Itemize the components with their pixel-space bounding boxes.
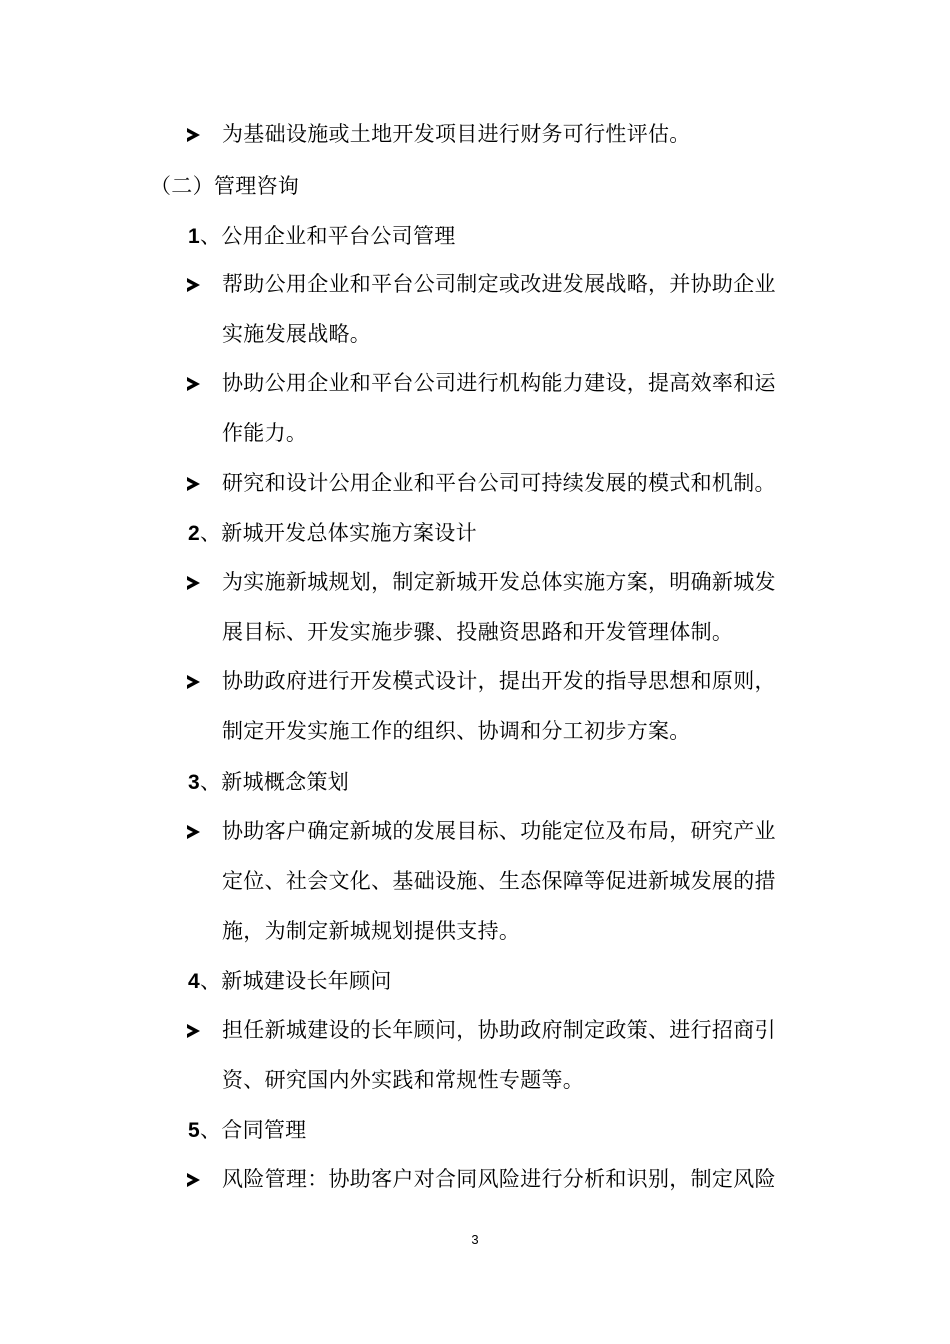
- subheading-5: [188, 1115, 306, 1146]
- bullet-text: 协助公用企业和平台公司进行机构能力建设，提高效率和运: [222, 371, 776, 395]
- subheading-3: [188, 767, 349, 798]
- bullet-text-cont: 展目标、开发实施步骤、投融资思路和开发管理体制。: [222, 620, 734, 644]
- arrow-bullet-icon: [187, 278, 200, 292]
- bullet-text-cont: 制定开发实施工作的组织、协调和分工初步方案。: [222, 719, 691, 743]
- subheading-text: 、新城概念策划: [199, 770, 350, 794]
- page-number: 3: [471, 1232, 479, 1247]
- arrow-bullet-icon: [187, 128, 200, 142]
- bullet-text-cont: 实施发展战略。: [222, 322, 372, 346]
- bullet-text: 风险管理：协助客户对合同风险进行分析和识别，制定风险: [222, 1167, 776, 1191]
- subheading-2: [188, 518, 477, 549]
- subheading-text: 、新城建设长年顾问: [199, 969, 392, 993]
- arrow-bullet-icon: [187, 477, 200, 491]
- arrow-bullet-icon: [187, 825, 200, 839]
- bullet-text: 协助客户确定新城的发展目标、功能定位及布局，研究产业: [222, 819, 776, 843]
- subheading-text: 、公用企业和平台公司管理: [199, 224, 456, 248]
- arrow-bullet-icon: [187, 576, 200, 590]
- subheading-text: 、新城开发总体实施方案设计: [199, 521, 477, 545]
- bullet-text: 协助政府进行开发模式设计，提出开发的指导思想和原则，: [222, 669, 776, 693]
- bullet-text-cont: 资、研究国内外实践和常规性专题等。: [222, 1068, 585, 1092]
- subheading-4: [188, 966, 392, 997]
- section-heading: （二）管理咨询: [150, 174, 300, 198]
- subheading-number: 1: [188, 225, 200, 248]
- subheading-number: 4: [188, 970, 200, 993]
- arrow-bullet-icon: [187, 675, 200, 689]
- arrow-bullet-icon: [187, 377, 200, 391]
- bullet-text: 研究和设计公用企业和平台公司可持续发展的模式和机制。: [222, 471, 776, 495]
- arrow-bullet-icon: [187, 1173, 200, 1187]
- arrow-bullet-icon: [187, 1024, 200, 1038]
- subheading-number: 3: [188, 771, 200, 794]
- bullet-text: 担任新城建设的长年顾问，协助政府制定政策、进行招商引: [222, 1018, 776, 1042]
- bullet-text-cont: 作能力。: [222, 421, 308, 445]
- bullet-text: 帮助公用企业和平台公司制定或改进发展战略，并协助企业: [222, 272, 776, 296]
- subheading-number: 2: [188, 522, 200, 545]
- bullet-text: 为实施新城规划，制定新城开发总体实施方案，明确新城发: [222, 570, 776, 594]
- subheading-number: 5: [188, 1119, 200, 1142]
- subheading-text: 、合同管理: [199, 1118, 307, 1142]
- subheading-1: [188, 221, 456, 252]
- bullet-text: 为基础设施或土地开发项目进行财务可行性评估。: [222, 122, 691, 146]
- bullet-text-cont: 施，为制定新城规划提供支持。: [222, 919, 521, 943]
- bullet-text-cont: 定位、社会文化、基础设施、生态保障等促进新城发展的措: [222, 869, 776, 893]
